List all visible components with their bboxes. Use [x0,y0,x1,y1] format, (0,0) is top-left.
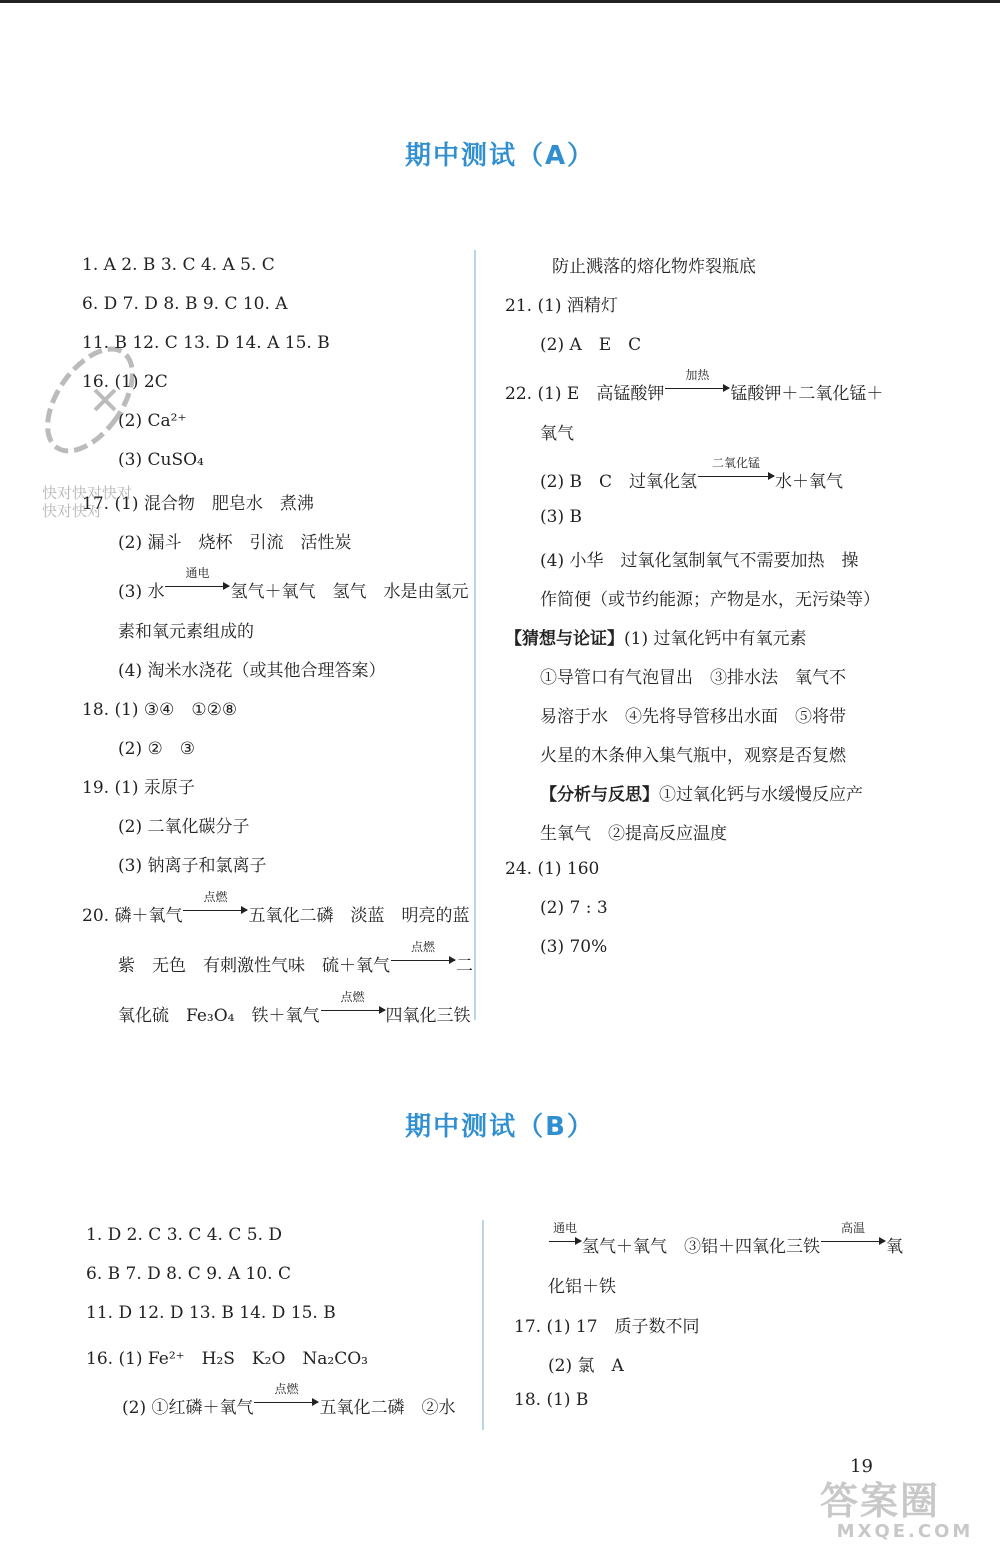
answer-line: (2) 氯 A [548,1356,624,1376]
answer-line: 作简便（或节约能源；产物是水，无污染等） [540,590,880,610]
answer-line: 【猜想与论证】(1) 过氧化钙中有氧元素 [505,629,807,649]
reaction-arrow: 点燃 [321,1001,385,1021]
answer-line: 18. (1) ③④ ①②⑧ [82,700,238,720]
reaction-arrow: 高温 [821,1232,885,1252]
answer-line: (3) CuSO₄ [118,450,204,470]
section-b-title: 期中测试（B） [405,1112,595,1142]
answer-line: 16. (1) Fe²⁺ H₂S K₂O Na₂CO₃ [86,1349,368,1369]
answer-line: 11. D 12. D 13. B 14. D 15. B [86,1303,336,1323]
page-number: 19 [850,1456,873,1477]
answer-line: (2) 二氧化碳分子 [118,817,250,837]
watermark-logo: 答案圈 MXQE.COM [820,1479,974,1542]
answer-line: (2) 漏斗 烧杯 引流 活性炭 [118,533,352,553]
column-divider-b [482,1220,484,1430]
answer-line: 16. (1) 2C [82,372,168,392]
reaction-arrow: 通电 [165,577,229,597]
reaction-arrow: 点燃 [391,951,455,971]
column-divider-a [474,250,476,1020]
equation-line: 紫 无色 有刺激性气味 硫＋氧气 点燃 二 [118,940,473,976]
equation-line: (3) 水 通电 氢气＋氧气 氢气 水是由氢元 [118,566,469,602]
answer-line: (2) 7 : 3 [540,898,608,918]
answer-line: ①导管口有气泡冒出 ③排水法 氧气不 [540,668,846,688]
answer-line: (2) Ca²⁺ [118,411,187,431]
answer-line: 【分析与反思】①过氧化钙与水缓慢反应产 [540,785,863,805]
answer-line: 1. D 2. C 3. C 4. C 5. D [86,1225,283,1245]
equation-line: 通电 氢气＋氧气 ③铝＋四氧化三铁 高温 氧 [548,1232,903,1257]
answer-line: 21. (1) 酒精灯 [505,296,618,316]
answer-line: 1. A 2. B 3. C 4. A 5. C [82,255,275,275]
section-a-title: 期中测试（A） [404,141,596,171]
reaction-arrow: 点燃 [183,901,247,921]
answer-line: 24. (1) 160 [505,859,600,879]
reaction-arrow: 二氧化锰 [698,467,774,487]
reaction-arrow: 通电 [549,1232,581,1252]
equation-line: 氧化硫 Fe₃O₄ 铁＋氧气 点燃 四氧化三铁 [118,990,471,1026]
answer-line: 生氧气 ②提高反应温度 [540,824,727,844]
answer-line: (3) B [540,507,582,527]
equation-line: (2) ①红磷＋氧气 点燃 五氧化二磷 ②水 [122,1382,456,1418]
equation-line: (2) B C 过氧化氢 二氧化锰 水＋氧气 [540,456,843,492]
stamp-text: 快对快对快对 快对快对 [42,484,133,520]
answer-line: 化铝＋铁 [548,1277,616,1297]
answer-line: 素和氧元素组成的 [118,622,254,642]
answer-line: 11. B 12. C 13. D 14. A 15. B [82,333,330,353]
reaction-arrow: 加热 [665,379,729,399]
top-border [0,0,1000,3]
answer-line: 6. B 7. D 8. C 9. A 10. C [86,1264,291,1284]
answer-line: 17. (1) 混合物 肥皂水 煮沸 [82,494,314,514]
answer-line: 氧气 [540,424,574,444]
answer-line: 火星的木条伸入集气瓶中，观察是否复燃 [540,746,846,766]
answer-line: (2) A E C [540,335,642,355]
answer-line: 18. (1) B [514,1390,589,1410]
equation-line: 20. 磷＋氧气 点燃 五氧化二磷 淡蓝 明亮的蓝 [82,890,470,926]
answer-line: 6. D 7. D 8. B 9. C 10. A [82,294,288,314]
answer-line: (2) ② ③ [118,739,195,759]
answer-line: 易溶于水 ④先将导管移出水面 ⑤将带 [540,707,846,727]
answer-line: 防止溅落的熔化物炸裂瓶底 [552,257,756,277]
answer-line: (3) 钠离子和氯离子 [118,856,267,876]
answer-line: 17. (1) 17 质子数不同 [514,1317,700,1337]
answer-line: (3) 70% [540,937,608,957]
answer-line: (4) 小华 过氧化氢制氧气不需要加热 操 [540,551,859,571]
answer-line: (4) 淘米水浇花（或其他合理答案） [118,661,386,681]
answer-line: 19. (1) 汞原子 [82,778,195,798]
reaction-arrow: 点燃 [254,1393,318,1413]
equation-line: 22. (1) E 高锰酸钾 加热 锰酸钾＋二氧化锰＋ [505,368,884,404]
